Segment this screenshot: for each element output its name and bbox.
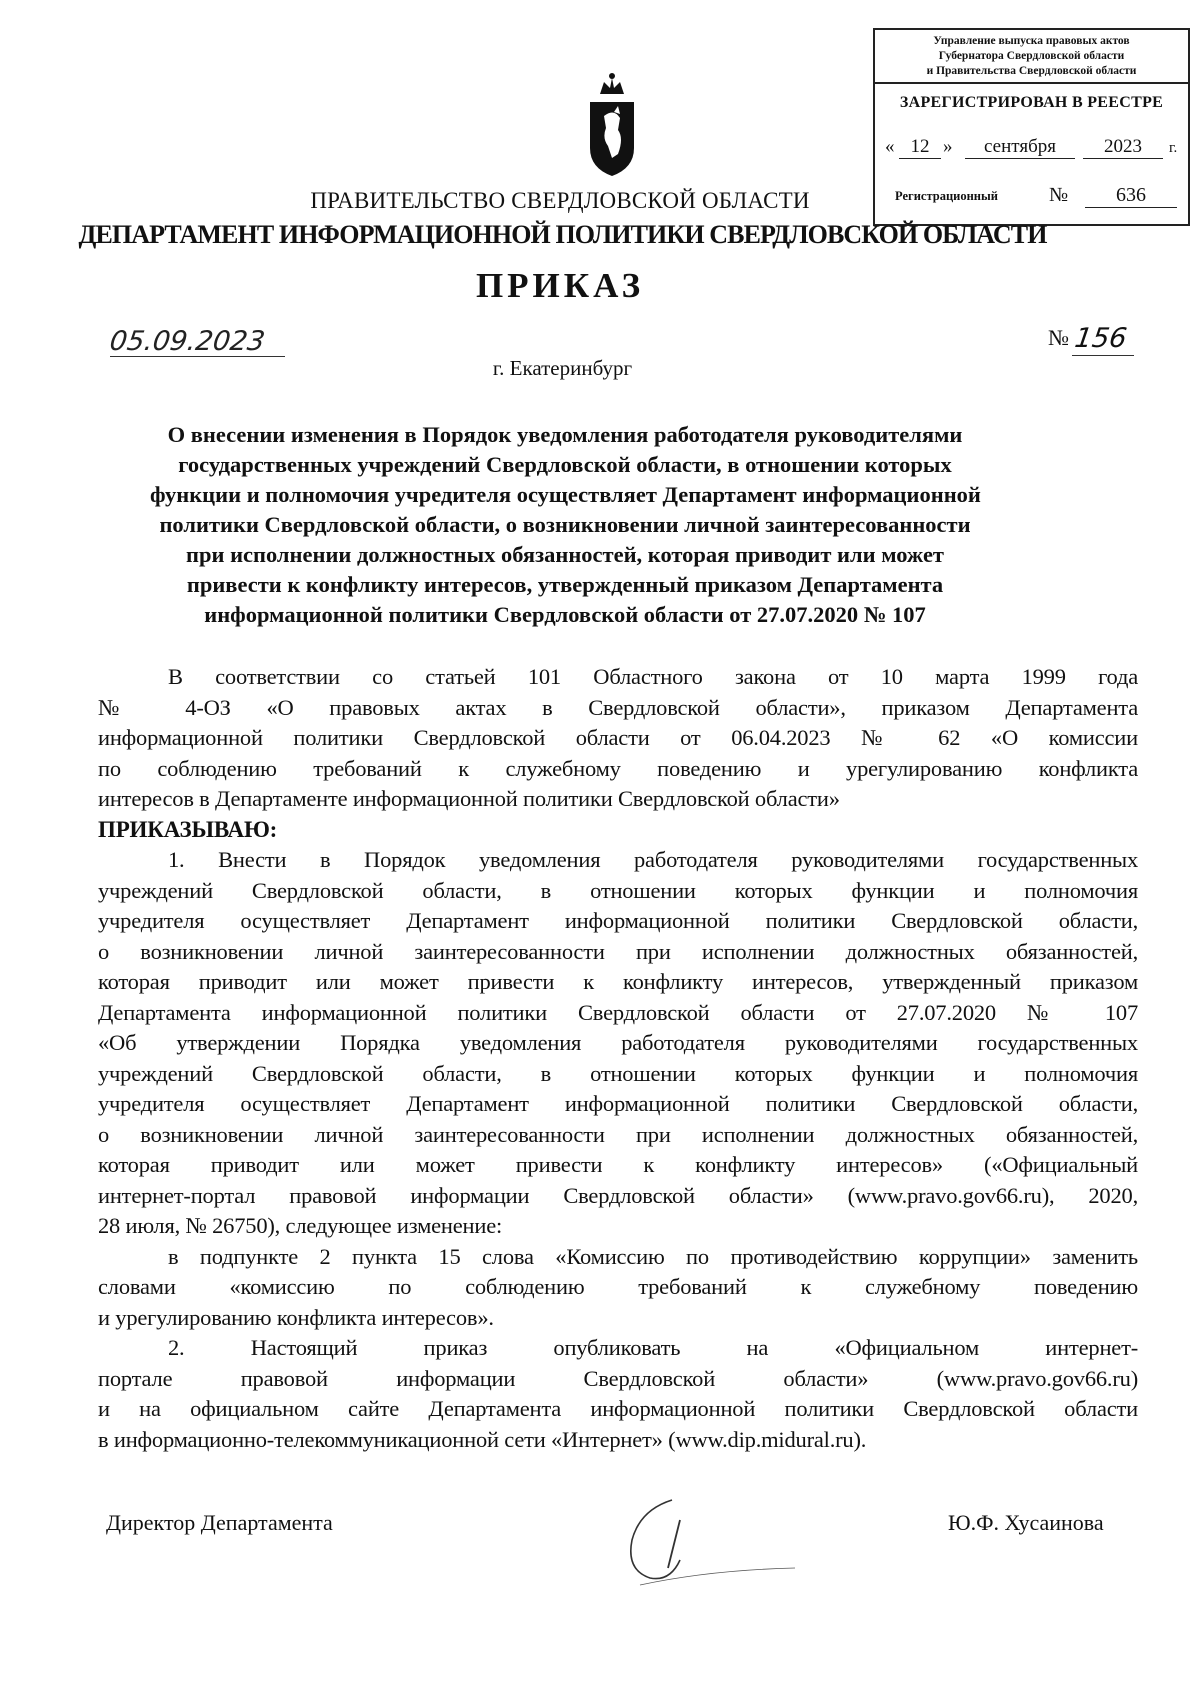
item1-line: 28 июля, № 26750), следующее изменение: (98, 1213, 503, 1238)
change-line: в подпункте 2 пункта 15 слова «Комиссию по противодействию коррупции» заменить (168, 1243, 1138, 1269)
stamp-authority-line: Управление выпуска правовых актов (933, 35, 1130, 47)
order-subject (150, 420, 980, 630)
preamble-line: по соблюдению требований к служебному поведению и урегулированию конфликта (98, 755, 1138, 781)
signatory-name: Ю.Ф. Хусаинова (948, 1510, 1104, 1535)
stamp-day: 12 (899, 136, 941, 159)
preamble-line: интересов в Департаменте информационной политики Свердловской области» (98, 786, 840, 811)
item1-line: учредителя осуществляет Департамент информационной политики Свердловской области, (98, 908, 1138, 933)
stamp-year: 2023 (1083, 136, 1163, 159)
item1-line: Департамента информационной политики Свердловской области от 27.07.2020 № 107 (98, 999, 1138, 1025)
item1-line: 1. Внести в Порядок уведомления работодателя руководителями государственных (168, 847, 1138, 872)
stamp-authority-line: Губернатора Свердловской области (938, 50, 1125, 62)
coat-of-arms-icon (584, 68, 640, 178)
subject-line: О внесении изменения в Порядок уведомления работодателя руководителями (167, 422, 963, 447)
stamp-close-quote: » (943, 136, 953, 157)
preamble-line: информационной политики Свердловской области от 06.04.2023 № 62 «О комиссии (98, 725, 1138, 750)
stamp-registered-label: ЗАРЕГИСТРИРОВАН В РЕЕСТРЕ (899, 94, 1164, 111)
order-date: 05.09.2023 (107, 326, 267, 357)
stamp-year-suffix: г. (1169, 140, 1178, 156)
orders-heading: ПРИКАЗЫВАЮ: (98, 816, 278, 842)
stamp-month: сентября (965, 136, 1075, 159)
item1-line: о возникновении личной заинтересованности при исполнении должностных обязанностей, (98, 1121, 1138, 1147)
preamble-line: № 4-ОЗ «О правовых актах в Свердловской области», приказом Департамента (98, 694, 1138, 720)
department-name: ДЕПАРТАМЕНТ ИНФОРМАЦИОННОЙ ПОЛИТИКИ СВЕРДЛОВСКОЙ ОБЛАСТИ (78, 220, 1047, 249)
item1-line: которая приводит или может привести к конфликту интересов, утвержденный приказом (98, 969, 1138, 994)
subject-line: при исполнении должностных обязанностей, которая приводит или может (186, 542, 944, 567)
item1-line: о возникновении личной заинтересованности при исполнении должностных обязанностей, (98, 938, 1138, 964)
subject-line: привести к конфликту интересов, утвержденный приказом Департамента (186, 572, 944, 597)
stamp-reg-label: Регистрационный (895, 189, 998, 203)
city: г. Екатеринбург (492, 356, 633, 380)
subject-line: политики Свердловской области, о возникновении личной заинтересованности (159, 512, 971, 537)
order-body (98, 662, 1138, 1455)
stamp-no-sign: № (1049, 184, 1069, 206)
stamp-reg-number: 636 (1085, 184, 1177, 208)
stamp-authority (875, 30, 1188, 84)
signatory-title: Директор Департамента (106, 1510, 333, 1535)
item1-line: которая приводит или может привести к конфликту интересов» («Официальный (98, 1152, 1138, 1177)
change-line: словами «комиссию по соблюдению требований к служебному поведению (98, 1274, 1138, 1299)
item1-line: учреждений Свердловской области, в отношении которых функции и полномочия (98, 1060, 1138, 1086)
item1-line: учредителя осуществляет Департамент информационной политики Свердловской области, (98, 1091, 1138, 1116)
subject-line: информационной политики Свердловской области от 27.07.2020 № 107 (204, 602, 926, 627)
item1-line: учреждений Свердловской области, в отношении которых функции и полномочия (98, 877, 1138, 903)
subject-line: функции и полномочия учредителя осуществляет Департамент информационной (150, 482, 981, 507)
subject-line: государственных учреждений Свердловской области, в отношении которых (178, 452, 952, 477)
item2-line: портале правовой информации Свердловской области» (www.pravo.gov66.ru) (98, 1365, 1138, 1391)
item2-line: в информационно-телекоммуникационной сети «Интернет» (www.dip.midural.ru). (98, 1426, 867, 1452)
change-line: и урегулированию конфликта интересов». (98, 1304, 494, 1330)
item1-line: «Об утверждении Порядка уведомления работодателя руководителями государственных (98, 1030, 1138, 1055)
preamble-line: В соответствии со статьей 101 Областного закона от 10 марта 1999 года (168, 664, 1138, 689)
handwritten-signature (610, 1490, 800, 1590)
government-name: ПРАВИТЕЛЬСТВО СВЕРДЛОВСКОЙ ОБЛАСТИ (310, 188, 810, 213)
order-number: 156 (1072, 323, 1129, 354)
order-number-label: № (1048, 325, 1069, 350)
item2-line: 2. Настоящий приказ опубликовать на «Официальном интернет- (168, 1335, 1138, 1360)
document-type: ПРИКАЗ (475, 266, 645, 305)
item2-line: и на официальном сайте Департамента информационной политики Свердловской области (98, 1396, 1138, 1421)
stamp-open-quote: « (885, 136, 895, 157)
item1-line: интернет-портал правовой информации Свердловской области» (www.pravo.gov66.ru), 2020, (98, 1182, 1138, 1208)
stamp-authority-line: и Правительства Свердловской области (926, 65, 1137, 77)
